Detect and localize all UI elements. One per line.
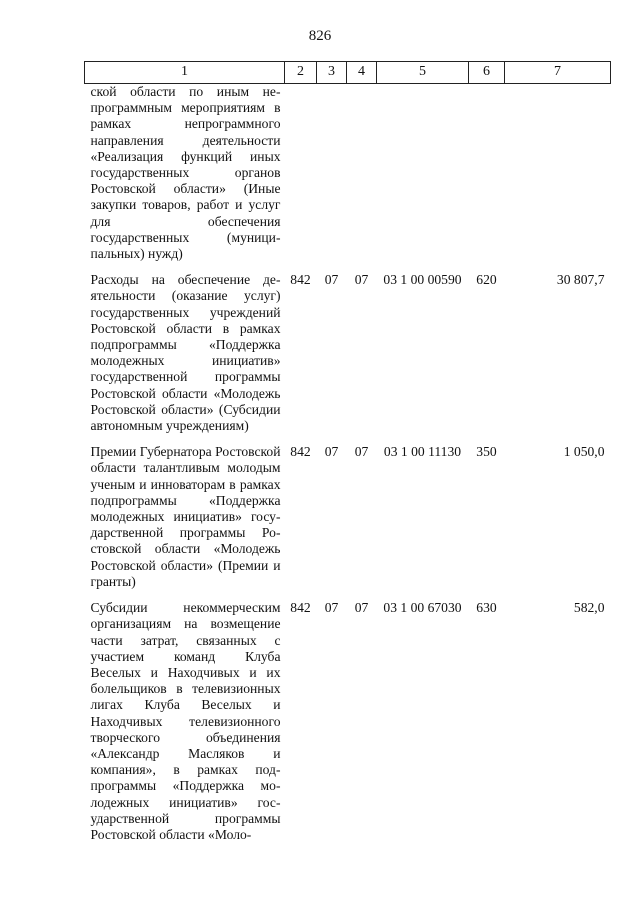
expense-type-code: 350 [476,444,497,460]
ministry-code: 842 [290,600,311,616]
table-row [85,444,611,600]
budget-table [84,61,611,853]
column-header-4: 4 [347,62,377,84]
amount: 1 050,0 [563,444,605,460]
row-description: Расходы на обеспечение деятельности (оказание услуг) государственных учреждений Ростовской области в рамках подпрограммы «Поддержка молодежных инициатив» государственной программы Ростовской области «Молодежь Ростовской области» (Субсидии автономным учреждениям) [90,272,281,434]
table-header-row [85,62,611,84]
target-article-code: 03 1 00 00590 [383,272,462,288]
section-code: 07 [324,272,339,288]
target-article-code: 03 1 00 11130 [383,444,462,460]
row-description: ской области по иным непрограммным мероприятиям в рамках непрограммного направления деятельности «Реализация функций иных государственных органов Ростовской области» (Иные закупки товаров, работ и услуг для обеспечения государственных (муниципальных) нужд) [90,84,281,262]
section-code [317,84,347,273]
column-header-3: 3 [317,62,347,84]
table-row [85,84,611,273]
subsection-code: 07 [354,600,369,616]
ministry-code [285,84,317,273]
expense-type-code: 620 [476,272,497,288]
section-code: 07 [324,600,339,616]
subsection-code: 07 [354,444,369,460]
ministry-code: 842 [290,272,311,288]
column-header-1: 1 [85,62,285,84]
amount: 582,0 [573,600,605,616]
column-header-7: 7 [505,62,611,84]
column-header-2: 2 [285,62,317,84]
expense-type-code: 630 [476,600,497,616]
subsection-code: 07 [354,272,369,288]
row-description: Субсидии некоммерческим организациям на возмещение части затрат, связанных с участием команд Клуба Веселых и Находчивых и их болельщиков в телевизионных лигах Клуба Веселых и Находчивых телевизионного творческого объединения «Александр Масляков и компания», в рамках подпрограммы «Поддержка молодежных инициатив» государственной программы Ростовской области «Моло- [90,600,281,842]
ministry-code: 842 [290,444,311,460]
column-header-5: 5 [377,62,469,84]
row-description: Премии Губернатора Ростовской области талантливым молодым ученым и инноваторам в рамках подпрограммы «Поддержка молодежных инициатив» государственной программы Ростовской области «Молодежь Ростовской области» (Премии и гранты) [90,444,281,589]
subsection-code [347,84,377,273]
expense-type-code [469,84,505,273]
table-row [85,600,611,853]
page-number: 826 [308,28,332,44]
section-code: 07 [324,444,339,460]
column-header-6: 6 [469,62,505,84]
amount: 30 807,7 [556,272,605,288]
target-article-code: 03 1 00 67030 [383,600,462,616]
table-row [85,272,611,444]
amount [505,84,611,273]
target-article-code [377,84,469,273]
